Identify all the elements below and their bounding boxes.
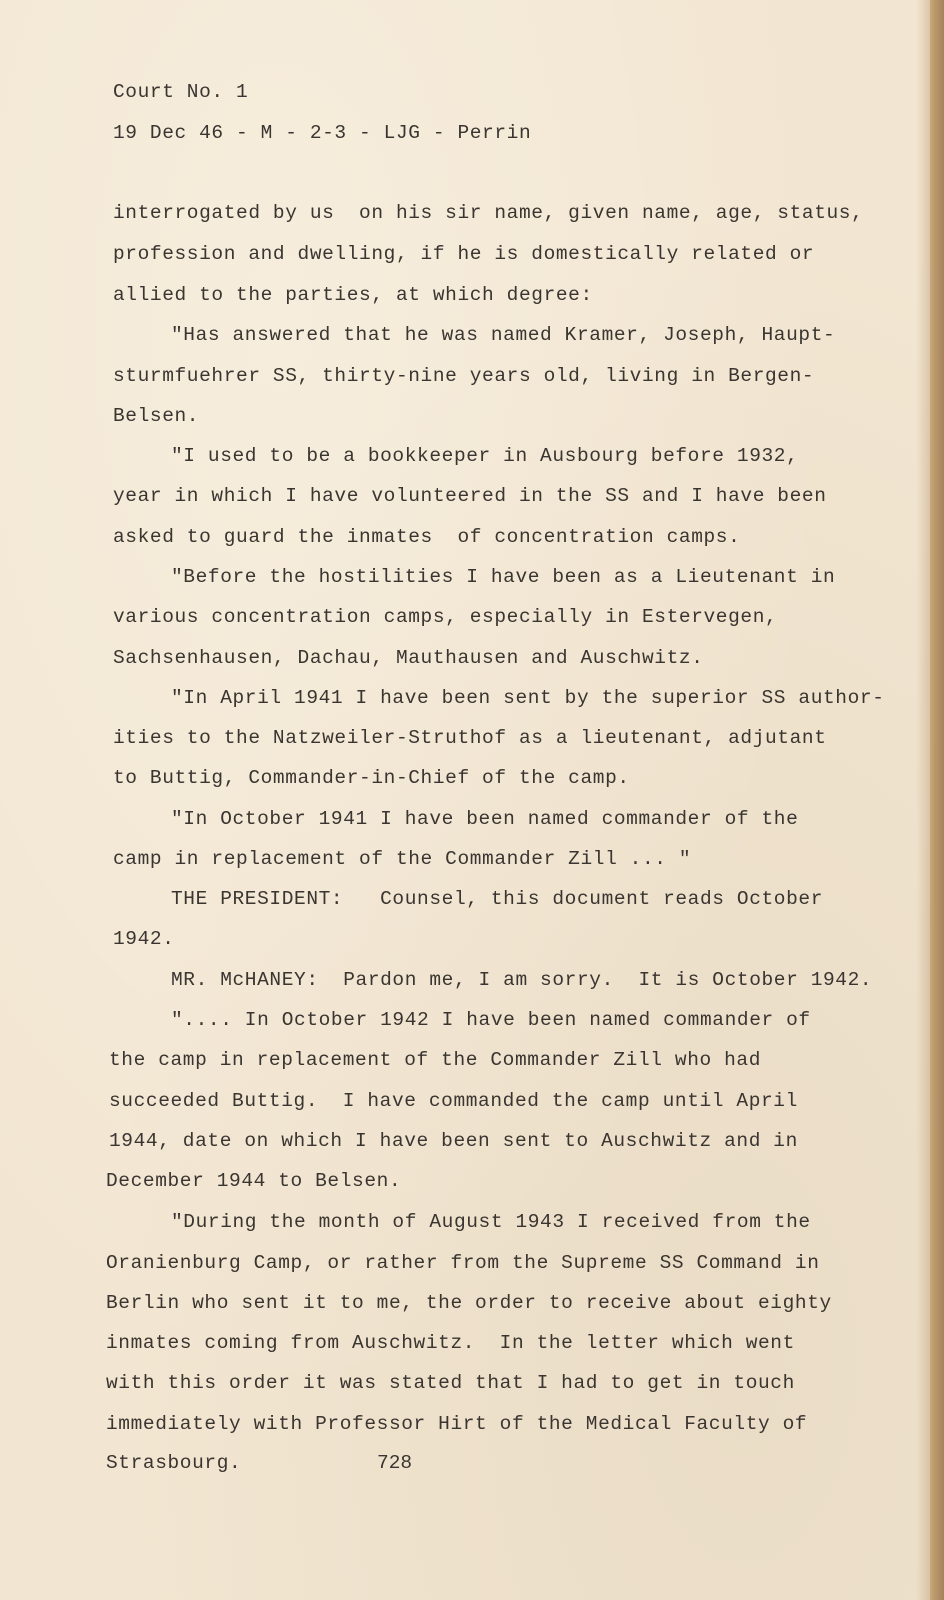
- body-line: Strasbourg.: [106, 1452, 242, 1474]
- body-line: sturmfuehrer SS, thirty-nine years old, living in Bergen-: [113, 365, 815, 387]
- body-line: 1944, date on which I have been sent to Auschwitz and in: [109, 1130, 798, 1152]
- body-line: interrogated by us on his sir name, given name, age, status,: [113, 202, 864, 224]
- body-line: year in which I have volunteered in the SS and I have been: [113, 485, 827, 507]
- body-line: "In April 1941 I have been sent by the superior SS author-: [171, 687, 885, 709]
- body-line: the camp in replacement of the Commander Zill who had: [109, 1049, 762, 1071]
- body-line: immediately with Professor Hirt of the Medical Faculty of: [106, 1413, 808, 1435]
- body-line: ".... In October 1942 I have been named commander of: [171, 1009, 811, 1031]
- body-line: "I used to be a bookkeeper in Ausbourg before 1932,: [171, 445, 799, 467]
- body-line: succeeded Buttig. I have commanded the camp until April: [109, 1090, 798, 1112]
- body-line: Oranienburg Camp, or rather from the Supreme SS Command in: [106, 1252, 820, 1274]
- body-line: December 1944 to Belsen.: [106, 1170, 402, 1192]
- body-line: Berlin who sent it to me, the order to receive about eighty: [106, 1292, 832, 1314]
- body-line: profession and dwelling, if he is domestically related or: [113, 243, 815, 265]
- body-line: to Buttig, Commander-in-Chief of the camp.: [113, 767, 630, 789]
- body-line: "Before the hostilities I have been as a Lieutenant in: [171, 566, 836, 588]
- body-line: various concentration camps, especially in Estervegen,: [113, 606, 778, 628]
- body-line: 1942.: [113, 928, 175, 950]
- body-line: with this order it was stated that I had to get in touch: [106, 1372, 795, 1394]
- body-line: inmates coming from Auschwitz. In the letter which went: [106, 1332, 795, 1354]
- body-line: allied to the parties, at which degree:: [113, 284, 593, 306]
- page-number: 728: [377, 1452, 413, 1474]
- speaker-line: MR. McHANEY: Pardon me, I am sorry. It is October 1942.: [171, 969, 873, 991]
- body-line: "Has answered that he was named Kramer, Joseph, Haupt-: [171, 324, 836, 346]
- body-line: camp in replacement of the Commander Zill ... ": [113, 848, 692, 870]
- body-line: "During the month of August 1943 I received from the: [171, 1211, 811, 1233]
- body-line: Sachsenhausen, Dachau, Mauthausen and Auschwitz.: [113, 647, 704, 669]
- page-edge: [930, 0, 944, 1600]
- body-line: asked to guard the inmates of concentration camps.: [113, 526, 741, 548]
- court-number: Court No. 1: [113, 81, 249, 103]
- speaker-line: THE PRESIDENT: Counsel, this document reads October: [171, 888, 824, 910]
- session-line: 19 Dec 46 - M - 2-3 - LJG - Perrin: [113, 122, 532, 144]
- body-line: Belsen.: [113, 405, 200, 427]
- body-line: ities to the Natzweiler-Struthof as a lieutenant, adjutant: [113, 727, 827, 749]
- body-line: "In October 1941 I have been named commander of the: [171, 808, 799, 830]
